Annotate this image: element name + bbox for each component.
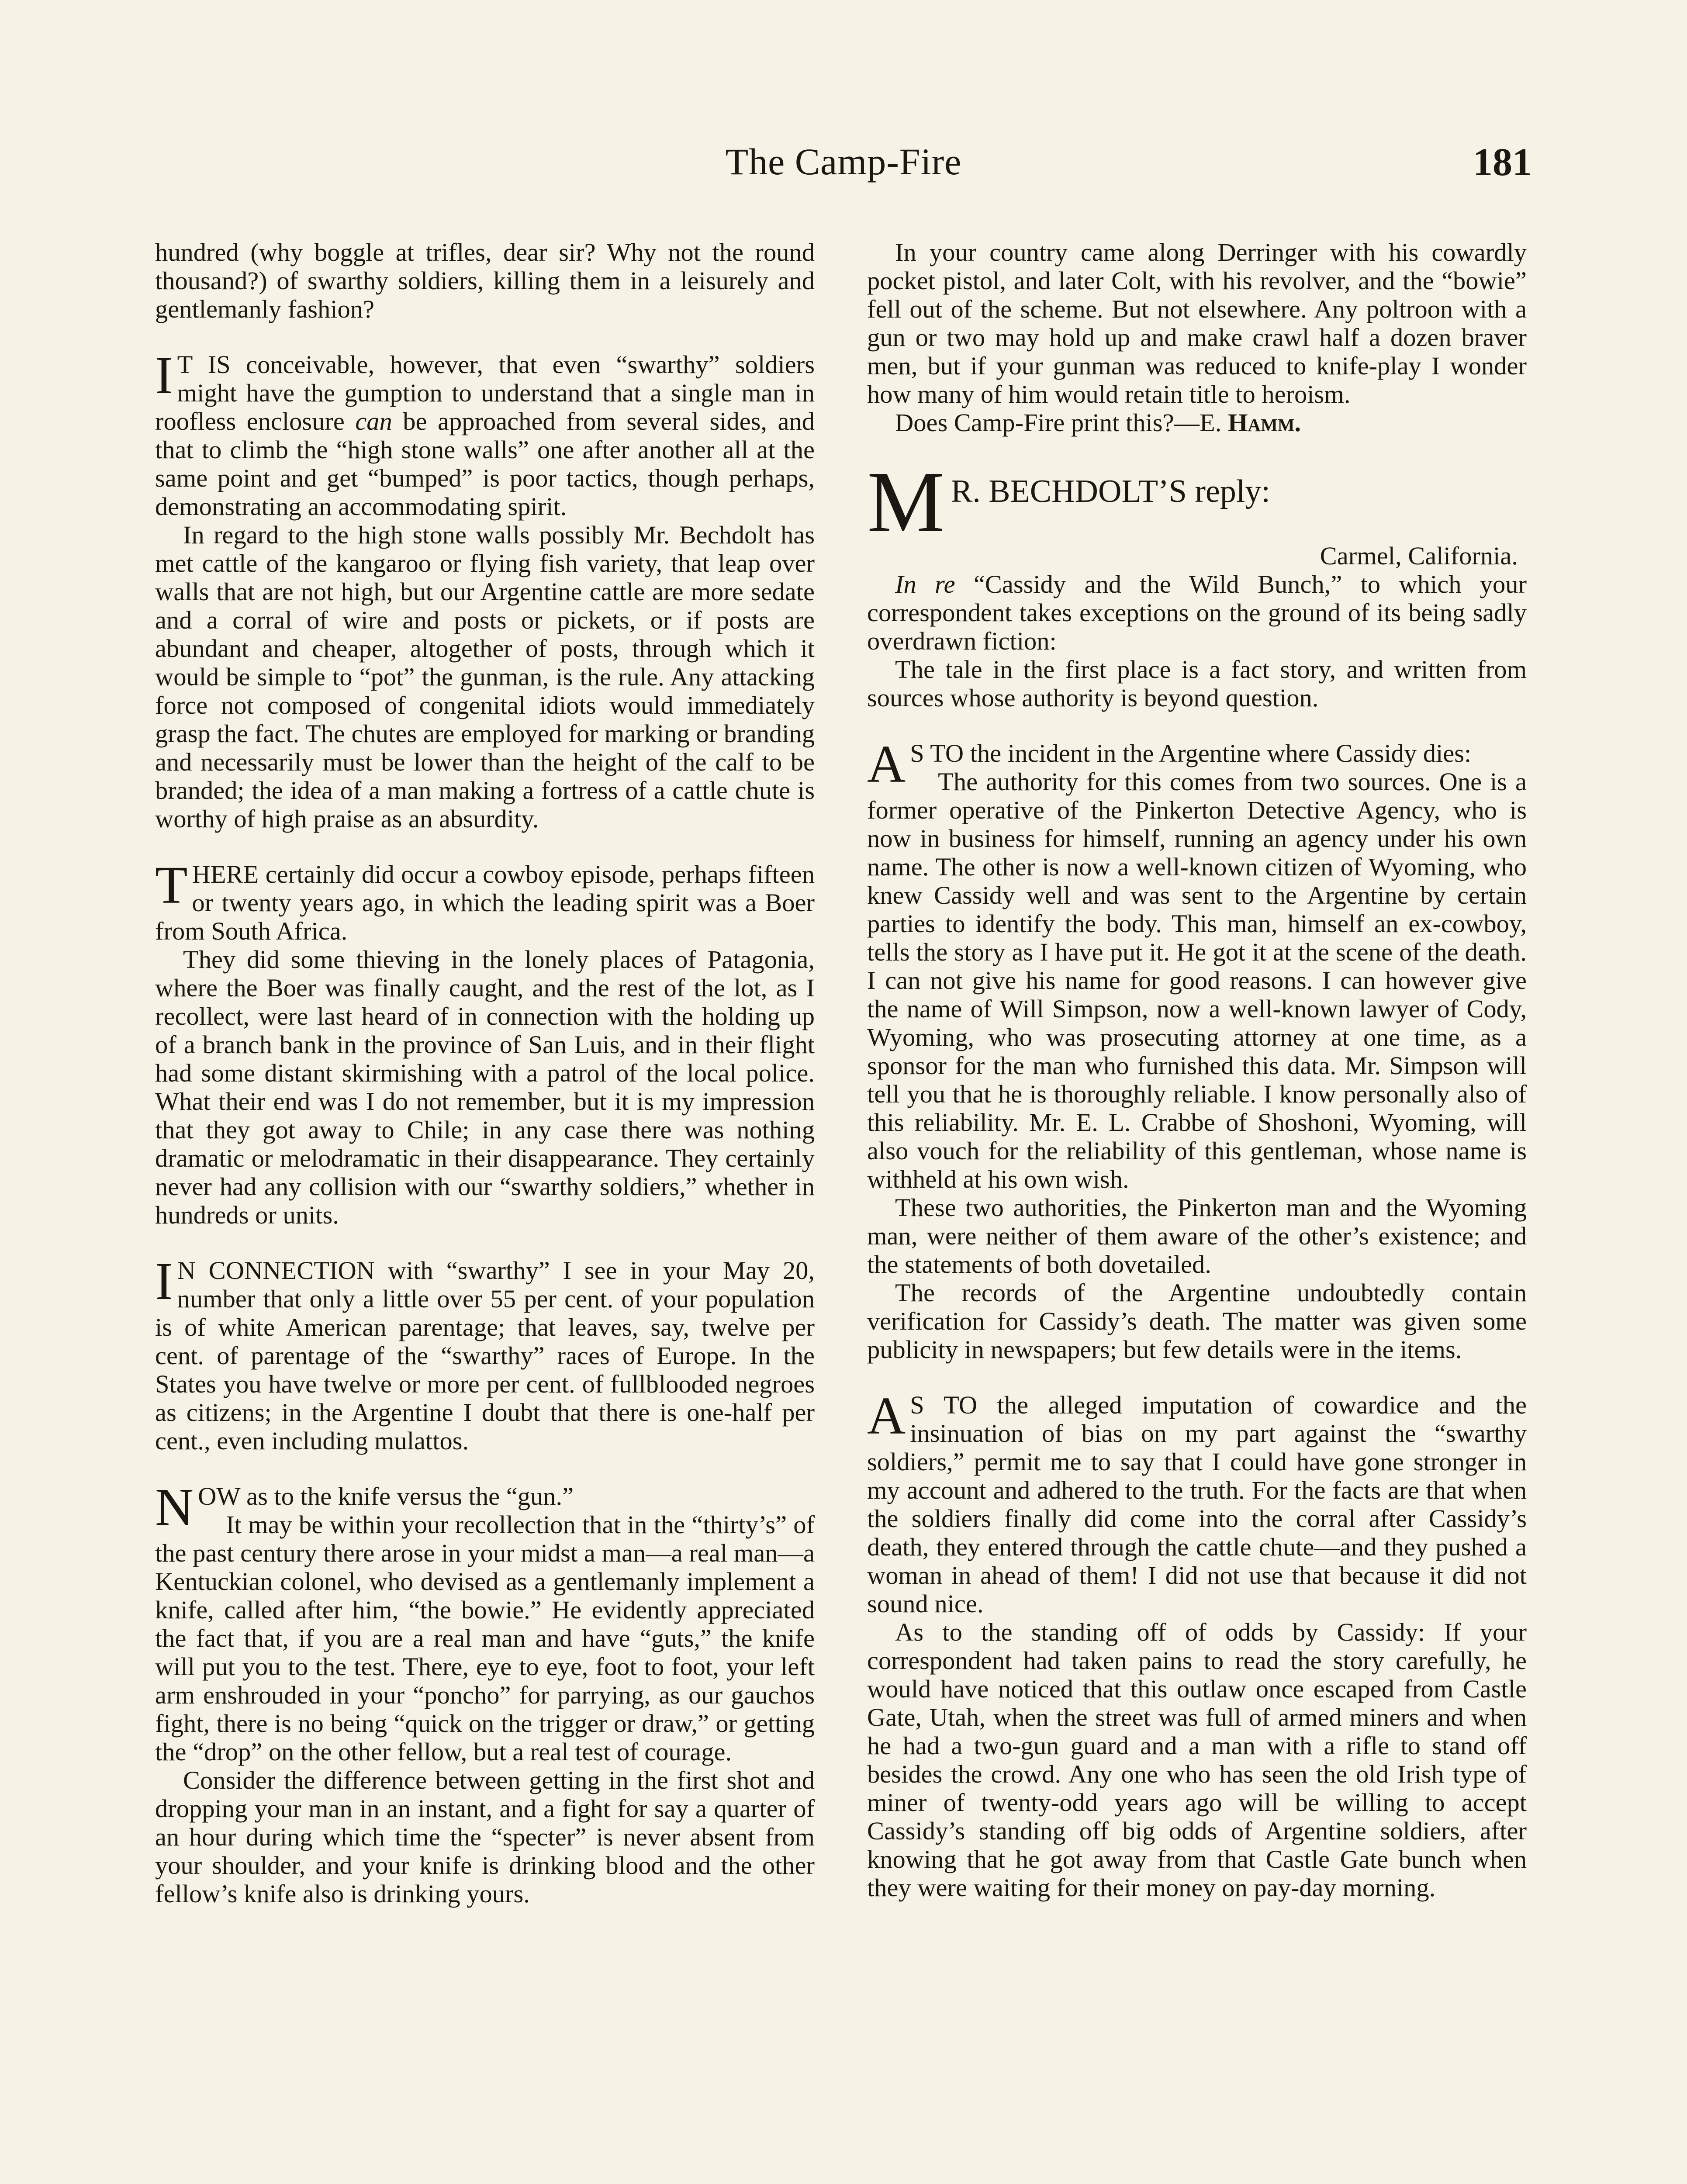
left-column (155, 238, 815, 1908)
paragraph-text: the incident in the Argentine where Cassidy dies: (964, 739, 1472, 767)
paragraph (867, 570, 1527, 655)
section-paragraph (867, 1386, 1527, 1618)
dateline: Carmel, California. (1320, 542, 1518, 570)
paragraph-text: with “swarthy” I see in your May 20, number that only a little over 55 per cent. of your population is of white American parentage; that leaves, say, twelve per cent. of parentage of the “swarthy” races of Europe. In the States you have twelve or more per cent. of fullblooded negroes as citizens; in the Argentine I doubt that there is one-half per cent., even including mulattos. (155, 1256, 815, 1455)
paragraph-text: the alleged imputation of cowardice and the insinuation of bias on my part against the “swarthy soldiers,” permit me to say that I could have gone stronger in my account and adhered to the truth. For the facts are that when the soldiers finally did come into the corral after Cassidy’s death, they entered through the cattle chute—and they pushed a woman in ahead of them! I did not use that because it did not sound nice. (867, 1391, 1527, 1618)
section-paragraph (155, 856, 815, 945)
drop-cap: M (867, 454, 945, 550)
lead-in: N CONNECTION (177, 1256, 375, 1285)
paragraph: It may be within your recollection that in the “thirty’s” of the past century there arose in your midst a man—a real man—a Kentuckian colonel, who devised as a gentlemanly implement a knife, called after him, “the bowie.” He evidently appreciated the fact that, if you are a real man and have “guts,” the knife will put you to the test. There, eye to eye, foot to foot, your left arm enshrouded in your “poncho” for parrying, as our gauchos fight, there is no being “quick on the trigger or draw,” or getting the “drop” on the other fellow, but a real test of courage. (155, 1510, 815, 1766)
paragraph-text: conceivable, however, that even “swarthy” soldiers might have the gumption to understand that a single man in roofless enclosure (155, 350, 815, 435)
right-column (867, 238, 1527, 1902)
emphasis: In re (895, 570, 955, 598)
paragraph-text: be approached from several sides, and that to climb the “high stone walls” one after another all at the same point and get “bumped” is poor tactics, though perhaps, demonstrating an accommodating spirit. (155, 407, 815, 521)
section-paragraph (155, 346, 815, 521)
paragraph-text: certainly did occur a cowboy episode, perhaps fifteen or twenty years ago, in which the leading spirit was a Boer from South Africa. (155, 860, 815, 945)
emphasis: can (355, 407, 392, 435)
paragraph: The tale in the first place is a fact story, and written from sources whose authority is beyond question. (867, 655, 1527, 712)
lead-in: T IS (177, 350, 231, 379)
running-head (0, 140, 1687, 192)
section-paragraph (155, 1252, 815, 1455)
letter-signature (867, 408, 1527, 437)
drop-cap: I (155, 346, 173, 405)
section-paragraph (155, 1478, 815, 1537)
drop-cap: I (155, 1252, 173, 1311)
drop-cap: A (867, 1386, 906, 1445)
paragraph: As to the standing off of odds by Cassidy: If your correspondent had taken pains to read the story carefully, he would have noticed that this outlaw once escaped from Castle Gate, Utah, when the street was full of armed miners and when he had a two-gun guard and a man with a rifle to stand off besides the crowd. Any one who has seen the old Irish type of miner of twenty-odd years ago will be willing to accept Cassidy’s standing off big odds of Argentine soldiers, after knowing that he got away from that Castle Gate bunch when they were waiting for their money on pay-day morning. (867, 1618, 1527, 1902)
page-number: 181 (1473, 141, 1532, 184)
drop-cap: A (867, 735, 906, 794)
lead-in: HERE (192, 860, 259, 888)
reply-heading (867, 454, 1527, 550)
paragraph: They did some thieving in the lonely places of Patagonia, where the Boer was finally caught, and the rest of the lot, as I recollect, were last heard of in connection with the holding up of a branch bank in the province of San Luis, and in their flight had some distant skirmishing with a patrol of the local police. What their end was I do not remember, but it is my impression that they got away to Chile; in any case there was nothing dramatic or melodramatic in their disappearance. They certainly never had any collision with our “swarthy soldiers,” whether in hundreds or units. (155, 945, 815, 1229)
signature-name: Hamm. (1228, 408, 1301, 437)
lead-in: OW (198, 1482, 240, 1510)
signature-text: Does Camp-Fire print this?—E. (895, 408, 1228, 437)
paragraph-text: as to the knife versus the “gun.” (240, 1482, 574, 1510)
lead-in: S TO (910, 1391, 978, 1419)
paragraph: In your country came along Derringer with his cowardly pocket pistol, and later Colt, with his revolver, and the “bowie” fell out of the scheme. But not elsewhere. Any poltroon with a gun or two may hold up and make crawl half a dozen braver men, but if your gunman was reduced to knife-play I wonder how many of him would retain title to heroism. (867, 238, 1527, 408)
reply-heading-text: R. BECHDOLT’S reply: (951, 473, 1270, 509)
paragraph: The authority for this comes from two sources. One is a former operative of the Pinkerton Detective Agency, who is now in business for himself, running an agency under his own name. The other is now a well-known citizen of Wyoming, who knew Cassidy well and was sent to the Argentine by certain parties to identify the body. This man, himself an ex-cowboy, tells the story as I have put it. He got it at the scene of the death. I can not give his name for good reasons. I can however give the name of Will Simpson, now a well-known lawyer of Cody, Wyoming, who was prosecuting attorney at one time, as a sponsor for the man who furnished this data. Mr. Simpson will tell you that he is thoroughly reliable. I know personally also of this reliability. Mr. E. L. Crabbe of Shoshoni, Wyoming, will also vouch for the reliability of this gentleman, whose name is withheld at his own wish. (867, 767, 1527, 1193)
paragraph: hundred (why boggle at trifles, dear sir? Why not the round thousand?) of swarthy soldiers, killing them in a leisurely and gentlemanly fashion? (155, 238, 815, 323)
drop-cap: T (155, 856, 188, 915)
paragraph: Consider the difference between getting in the first shot and dropping your man in an instant, and a fight for say a quarter of an hour during which time the “specter” is never absent from your shoulder, and your knife is drinking blood and the other fellow’s knife also is drinking yours. (155, 1766, 815, 1908)
paragraph: In regard to the high stone walls possibly Mr. Bechdolt has met cattle of the kangaroo or flying fish variety, that leap over walls that are not high, but our Argentine cattle are more sedate and a corral of wire and posts or pickets, or if posts are abundant and cheaper, altogether of posts, through which it would be simple to “pot” the gunman, is the rule. Any attacking force not composed of congenital idiots would immediately grasp the fact. The chutes are employed for marking or branding and necessarily must be lower than the height of the calf to be branded; the idea of a man making a fortress of a cattle chute is worthy of high praise as an absurdity. (155, 521, 815, 833)
paragraph: These two authorities, the Pinkerton man and the Wyoming man, were neither of them aware of the other’s existence; and the statements of both dovetailed. (867, 1193, 1527, 1279)
drop-cap: N (155, 1478, 194, 1537)
lead-in: S TO (910, 739, 964, 767)
section-paragraph (867, 735, 1527, 794)
paragraph-text: “Cassidy and the Wild Bunch,” to which your correspondent takes exceptions on the ground of its being sadly overdrawn fiction: (867, 570, 1527, 655)
paragraph: The records of the Argentine undoubtedly contain verification for Cassidy’s death. The matter was given some publicity in newspapers; but few details were in the items. (867, 1279, 1527, 1364)
running-title: The Camp-Fire (725, 141, 962, 183)
